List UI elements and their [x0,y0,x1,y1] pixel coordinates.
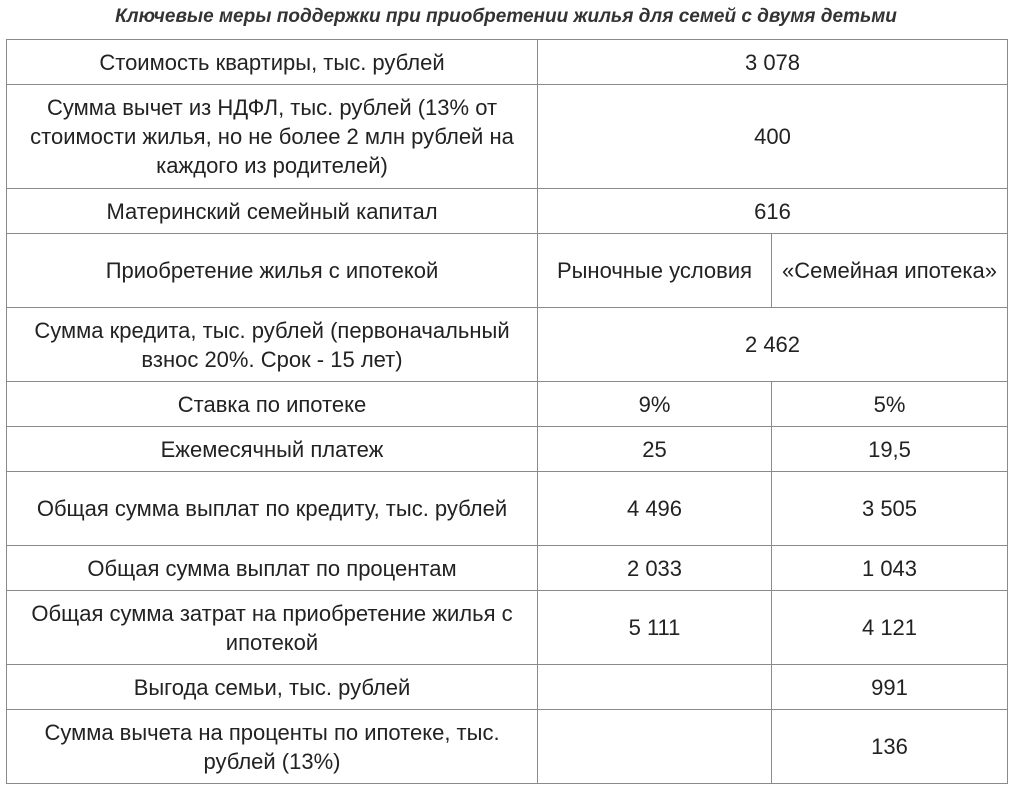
row-label: Материнский семейный капитал [7,189,538,234]
family-value: 991 [772,665,1008,710]
support-measures-table [6,39,1008,784]
family-value: 4 121 [772,591,1008,665]
table-row [7,234,1008,308]
row-label: Ставка по ипотеке [7,382,538,427]
table-row [7,472,1008,546]
table-row [7,665,1008,710]
row-label: Общая сумма выплат по процентам [7,546,538,591]
table-row [7,427,1008,472]
market-value: 4 496 [538,472,772,546]
market-value [538,710,772,784]
row-value: 2 462 [538,308,1008,382]
row-label: Сумма вычет из НДФЛ, тыс. рублей (13% от стоимости жилья, но не более 2 млн рублей на каждого из родителей) [7,85,538,189]
table-row [7,710,1008,784]
row-label: Приобретение жилья с ипотекой [7,234,538,308]
row-label: Сумма вычета на проценты по ипотеке, тыс. рублей (13%) [7,710,538,784]
table-row [7,189,1008,234]
family-value: 5% [772,382,1008,427]
row-label: Выгода семьи, тыс. рублей [7,665,538,710]
market-value: 9% [538,382,772,427]
table-title: Ключевые меры поддержки при приобретении жилья для семей с двумя детьми [115,6,897,27]
market-value [538,665,772,710]
family-mortgage-header: «Семейная ипотека» [772,234,1008,308]
market-value: 5 111 [538,591,772,665]
table-row [7,591,1008,665]
row-label: Сумма кредита, тыс. рублей (первоначальный взнос 20%. Срок - 15 лет) [7,308,538,382]
table-row [7,85,1008,189]
row-label: Стоимость квартиры, тыс. рублей [7,40,538,85]
family-value: 3 505 [772,472,1008,546]
row-label: Ежемесячный платеж [7,427,538,472]
table-row [7,546,1008,591]
market-conditions-header: Рыночные условия [538,234,772,308]
market-value: 25 [538,427,772,472]
family-value: 1 043 [772,546,1008,591]
table-row [7,308,1008,382]
family-value: 136 [772,710,1008,784]
row-value: 616 [538,189,1008,234]
row-label: Общая сумма затрат на приобретение жилья с ипотекой [7,591,538,665]
market-value: 2 033 [538,546,772,591]
row-value: 3 078 [538,40,1008,85]
table-row [7,40,1008,85]
row-value: 400 [538,85,1008,189]
row-label: Общая сумма выплат по кредиту, тыс. рублей [7,472,538,546]
table-row [7,382,1008,427]
family-value: 19,5 [772,427,1008,472]
